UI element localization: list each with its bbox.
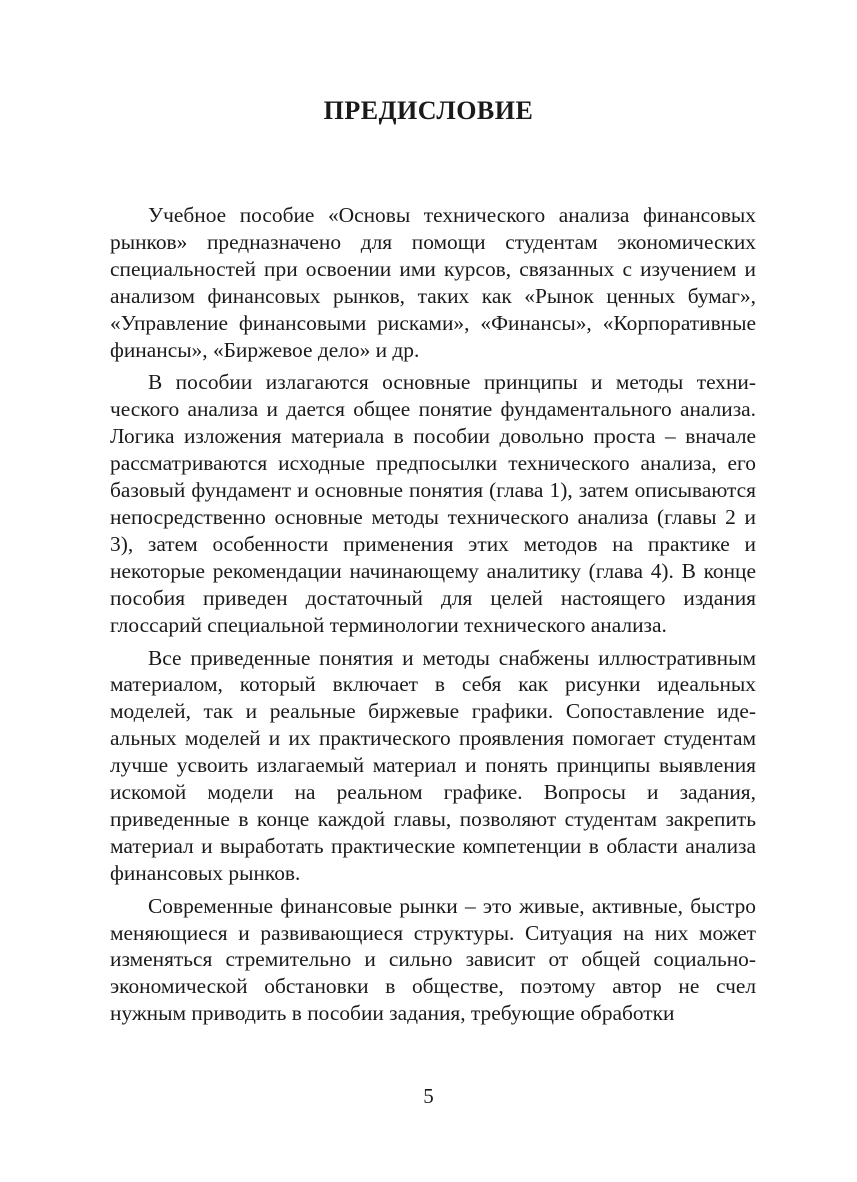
body-text [110,202,756,1027]
page-number: 5 [423,1084,434,1108]
paragraph-1: Учебное пособие «Основы технического анализа финансовых рынков» предназначено для помощи студентам экономических специальностей при освоении ими курсов, связанных с изучением и анализом финансовых рынков, таких как «Рынок ценных бумаг», «Управление финансовыми рисками», «Финансы», «Корпоративные финансы», «Биржевое дело» и др. [110,203,756,362]
page-title: ПРЕДИСЛОВИЕ [323,96,534,125]
paragraph-2: В пособии излагаются основные принципы и методы технического анализа и дается общее понятие фундаментального анализа. Логика изложения материала в пособии довольно проста – вначале рассматриваются исходные предпосылки технического анализа, его базовый фундамент и основные понятия (глава 1), затем описываются непосредственно основные методы технического анализа (главы 2 и 3), затем особенности применения этих методов на практике и некоторые рекомендации начинающему аналитику (глава 4). В конце пособия приведен достаточный для целей настоящего издания глоссарий специальной терминологии технического анализа. [110,370,756,637]
paragraph-4: Современные финансовые рынки – это живые, активные, быстро меняющиеся и развивающиеся структуры. Ситуация на них может изменяться стремительно и сильно зависит от общей социально-экономической обстановки в обществе, поэтому автор не счел нужным приводить в пособии задания, требующие обработки [110,893,756,1026]
paragraph-3: Все приведенные понятия и методы снабжены иллюстративным материалом, который включает в себя как рисунки идеальных моделей, так и реальные биржевые графики. Сопоставление идеальных моделей и их практического проявления помогает студентам лучше усвоить излагаемый материал и понять принципы выявления искомой модели на реальном графике. Вопросы и задания, приведенные в конце каждой главы, позволяют студентам закрепить материал и выработать практические компетенции в области анализа финансовых рынков. [110,645,756,885]
